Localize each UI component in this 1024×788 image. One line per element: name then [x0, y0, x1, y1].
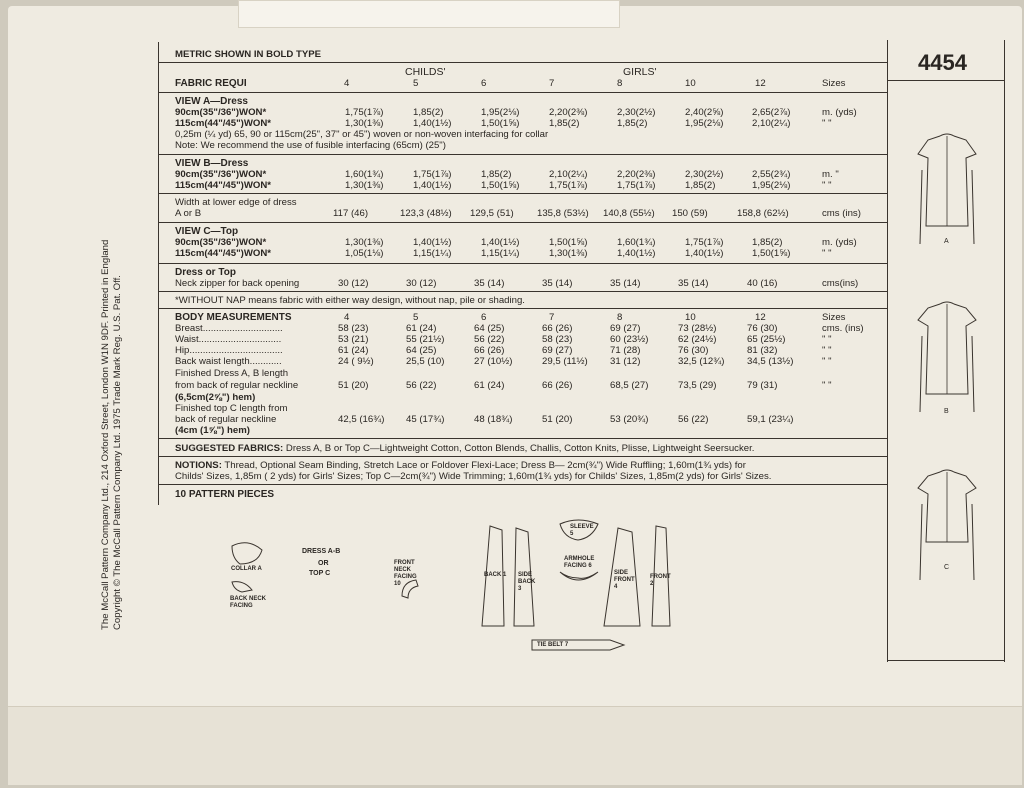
measure-cell: 73 (28½)	[678, 323, 717, 334]
yardage-cell: 2,20(2⅜)	[549, 107, 588, 118]
yardage-cell: 2,30(2½)	[617, 107, 656, 118]
girls-heading: GIRLS'	[623, 66, 657, 78]
zipper-cell: 35 (14)	[474, 278, 505, 289]
unit-cell: " "	[822, 248, 832, 259]
size-col: 12	[755, 78, 766, 89]
unit-cell: " "	[822, 356, 832, 367]
childs-heading: CHILDS'	[405, 66, 446, 78]
measure-cell: 61 (24)	[338, 345, 369, 356]
view-b-dress-icon	[912, 298, 982, 418]
measure-cell: 25,5 (10)	[406, 356, 445, 367]
suggested-text: Dress A, B or Top C—Lightweight Cotton, Cotton Blends, Challis, Cotton Knits, Plisse, Lightweight Seersucker.	[285, 443, 755, 454]
yardage-cell: 1,75(1⅞)	[549, 180, 588, 191]
fabric-width-label: 115cm(44"/45")WON*	[175, 118, 272, 129]
yardage-cell: 1,60(1¾)	[617, 237, 656, 248]
yardage-cell: 1,50(1⅝)	[481, 118, 520, 129]
measure-cell: 66 (26)	[474, 345, 505, 356]
unit-cell: cms. (ins)	[822, 323, 864, 334]
finished-c-hem: (4cm (1⅝") hem)	[175, 425, 250, 436]
zipper-cell: 30 (12)	[406, 278, 437, 289]
sleeve-label: SLEEVE 5	[570, 524, 594, 537]
fabric-width-label: 115cm(44"/45")WON*	[175, 180, 272, 191]
interfacing-note: 0,25m (¼ yd) 65, 90 or 115cm(25", 37" or 45") woven or non-woven interfacing for collar	[175, 129, 549, 140]
measure-cell: 27 (10½)	[474, 356, 513, 367]
yardage-cell: 1,30(1⅜)	[345, 180, 384, 191]
key-line-2: OR	[318, 560, 329, 567]
measure-cell: 66 (26)	[542, 323, 573, 334]
copyright-line-1: The McCall Pattern Company Ltd., 214 Oxford Street, London W1N 9DF. Printed in England	[100, 239, 111, 630]
width-cell: 123,3 (48½)	[400, 208, 452, 219]
measure-cell: 61 (24)	[406, 323, 437, 334]
side-front-label: SIDE FRONT 4	[614, 570, 635, 590]
yardage-cell: 1,40(1½)	[481, 237, 520, 248]
yardage-cell: 1,30(1⅜)	[549, 248, 588, 259]
yardage-cell: 2,30(2½)	[685, 169, 724, 180]
envelope-flap	[238, 0, 620, 28]
yardage-cell: 1,85(2)	[481, 169, 512, 180]
back-neck-label: BACK NECK FACING	[230, 596, 266, 609]
width-cell: 140,8 (55½)	[603, 208, 655, 219]
envelope-fold	[8, 706, 1022, 785]
suggested-fabrics	[175, 443, 754, 455]
finished-cell: 56 (22)	[406, 380, 437, 391]
yardage-cell: 1,40(1½)	[413, 237, 452, 248]
size-col: 6	[481, 312, 487, 323]
finished-cell: 73,5 (29)	[678, 380, 717, 391]
notions-line-2: Childs' Sizes, 1,85m ( 2 yds) for Girls' Sizes; Top C—2cm(¾") Wide Trimming; 1,60m(1¾ yds) for Childs' Sizes, 1,85m(2 yds) for Girls' Sizes.	[175, 471, 772, 482]
pattern-number: 4454	[918, 50, 967, 75]
yardage-cell: 1,50(1⅝)	[481, 180, 520, 191]
yardage-cell: 1,85(2)	[752, 237, 783, 248]
finished-cell: 48 (18¾)	[474, 414, 513, 425]
yardage-cell: 2,55(2¾)	[752, 169, 791, 180]
finished-cell: 51 (20)	[542, 414, 573, 425]
finished-c-label: back of regular neckline	[175, 414, 277, 425]
width-cell: 150 (59)	[672, 208, 708, 219]
finished-cell: 53 (20¾)	[610, 414, 649, 425]
view-a-label: A	[944, 238, 949, 245]
width-edge-label-2: A or B	[175, 208, 202, 219]
finished-cell: 45 (17¾)	[406, 414, 445, 425]
pattern-pieces-title: 10 PATTERN PIECES	[175, 489, 275, 500]
yardage-cell: 1,40(1½)	[685, 248, 724, 259]
yardage-cell: 1,95(2⅛)	[481, 107, 520, 118]
yardage-cell: 1,30(1⅜)	[345, 118, 384, 129]
unit-cell: cms (ins)	[822, 208, 861, 219]
fabric-width-label: 90cm(35"/36")WON*	[175, 169, 267, 180]
yardage-cell: 2,65(2⅞)	[752, 107, 791, 118]
yardage-cell: 2,10(2¼)	[549, 169, 588, 180]
finished-cell: 68,5 (27)	[610, 380, 649, 391]
measure-cell: 71 (28)	[610, 345, 641, 356]
measure-cell: 31 (12)	[610, 356, 641, 367]
view-a-dress-icon	[912, 128, 982, 248]
yardage-cell: 1,40(1½)	[617, 248, 656, 259]
fabric-width-label: 115cm(44"/45")WON*	[175, 248, 272, 259]
measure-cell: 53 (21)	[338, 334, 369, 345]
finished-c-label: Finished top C length from	[175, 403, 288, 414]
measure-cell: 76 (30)	[747, 323, 778, 334]
measure-cell: 55 (21½)	[406, 334, 445, 345]
front-label: FRONT 2	[650, 574, 671, 587]
front-neck-facing-icon	[398, 578, 422, 600]
view-c-title: VIEW C—Top	[175, 226, 239, 237]
armhole-label: ARMHOLE FACING 6	[564, 556, 595, 569]
zipper-cell: 30 (12)	[338, 278, 369, 289]
size-col: 8	[617, 78, 623, 89]
size-col: 7	[549, 78, 555, 89]
key-line-3: TOP C	[309, 570, 331, 577]
fabric-width-label: 90cm(35"/36")WON*	[175, 107, 267, 118]
measure-cell: 32,5 (12¾)	[678, 356, 725, 367]
yardage-cell: 1,05(1⅛)	[345, 248, 384, 259]
unit-cell: m. (yds)	[822, 107, 857, 118]
finished-cell: 61 (24)	[474, 380, 505, 391]
key-line-1: DRESS A-B	[302, 548, 341, 555]
finished-cell: 51 (20)	[338, 380, 369, 391]
view-a-title: VIEW A—Dress	[175, 96, 248, 107]
zipper-cell: 40 (16)	[747, 278, 778, 289]
yardage-cell: 2,10(2¼)	[752, 118, 791, 129]
measure-cell: 69 (27)	[542, 345, 573, 356]
zipper-cell: 35 (14)	[610, 278, 641, 289]
size-col: 12	[755, 312, 766, 323]
tie-belt-label: TIE BELT 7	[537, 642, 569, 648]
yardage-cell: 1,75(1⅞)	[617, 180, 656, 191]
yardage-cell: 1,60(1¾)	[345, 169, 384, 180]
unit-cell: m. "	[822, 169, 839, 180]
width-cell: 117 (46)	[333, 208, 369, 219]
view-b-title: VIEW B—Dress	[175, 158, 249, 169]
sizes-label: Sizes	[822, 312, 846, 323]
measure-cell: 64 (25)	[474, 323, 505, 334]
finished-a-label: from back of regular neckline	[175, 380, 299, 391]
size-col: 7	[549, 312, 555, 323]
yardage-cell: 1,85(2)	[617, 118, 648, 129]
yardage-cell: 1,75(1⅞)	[345, 107, 384, 118]
measure-cell: 24 ( 9½)	[338, 356, 374, 367]
measure-cell: 81 (32)	[747, 345, 778, 356]
zipper-cell: 35 (14)	[542, 278, 573, 289]
size-col: 6	[481, 78, 487, 89]
measure-label: Back waist length............	[175, 356, 282, 367]
yardage-cell: 1,30(1⅜)	[345, 237, 384, 248]
finished-a-label: Finished Dress A, B length	[175, 368, 289, 379]
back-neck-facing-icon	[230, 578, 260, 596]
width-cell: 129,5 (51)	[470, 208, 514, 219]
fabric-width-label: 90cm(35"/36")WON*	[175, 237, 267, 248]
yardage-cell: 1,15(1¼)	[413, 248, 452, 259]
yardage-cell: 1,95(2⅛)	[685, 118, 724, 129]
sizes-label: Sizes	[822, 78, 846, 89]
finished-cell: 42,5 (16¾)	[338, 414, 385, 425]
measure-cell: 29,5 (11½)	[542, 356, 588, 367]
yardage-cell: 1,40(1½)	[413, 118, 452, 129]
yardage-cell: 1,15(1¼)	[481, 248, 520, 259]
yardage-cell: 1,85(2)	[413, 107, 444, 118]
finished-a-hem: (6,5cm(2⅝") hem)	[175, 392, 256, 403]
width-cell: 135,8 (53½)	[537, 208, 589, 219]
size-col: 8	[617, 312, 623, 323]
measure-label: Hip...................................	[175, 345, 283, 356]
unit-cell: cms(ins)	[822, 278, 859, 289]
view-b-label: B	[944, 408, 949, 415]
view-c-label: C	[944, 564, 950, 571]
size-col: 5	[413, 312, 419, 323]
width-edge-label: Width at lower edge of dress	[175, 197, 297, 208]
yardage-cell: 1,75(1⅞)	[685, 237, 724, 248]
yardage-cell: 2,20(2⅜)	[617, 169, 656, 180]
size-col: 10	[685, 312, 696, 323]
measure-cell: 60 (23½)	[610, 334, 649, 345]
side-back-label: SIDE BACK 3	[518, 572, 536, 592]
measure-cell: 58 (23)	[338, 323, 369, 334]
notions-line-1: Thread, Optional Seam Binding, Stretch Lace or Foldover Flexi-Lace; Dress B— 2cm(¾") Wide Ruffling; 1,60m(1¾ yds) for	[224, 460, 746, 471]
measure-cell: 58 (23)	[542, 334, 573, 345]
measure-label: Waist...............................	[175, 334, 282, 345]
zipper-cell: 35 (14)	[678, 278, 709, 289]
size-col: 4	[344, 78, 350, 89]
copyright-spine	[100, 150, 160, 630]
metric-note: METRIC SHOWN IN BOLD TYPE	[175, 49, 322, 60]
unit-cell: " "	[822, 118, 832, 129]
yardage-cell: 1,40(1½)	[413, 180, 452, 191]
unit-cell: " "	[822, 334, 832, 345]
yardage-cell: 1,50(1⅝)	[549, 237, 588, 248]
finished-cell: 66 (26)	[542, 380, 573, 391]
zipper-label: Neck zipper for back opening	[175, 278, 300, 289]
yardage-cell: 1,85(2)	[549, 118, 580, 129]
unit-cell: m. (yds)	[822, 237, 857, 248]
unit-cell: " "	[822, 345, 832, 356]
measure-cell: 34,5 (13½)	[747, 356, 794, 367]
size-col: 10	[685, 78, 696, 89]
body-measurements-title: BODY MEASUREMENTS	[175, 312, 292, 323]
size-col: 4	[344, 312, 350, 323]
yardage-cell: 1,95(2⅛)	[752, 180, 791, 191]
measure-label: Breast..............................	[175, 323, 283, 334]
size-col: 5	[413, 78, 419, 89]
zipper-title: Dress or Top	[175, 267, 236, 278]
finished-cell: 59,1 (23¼)	[747, 414, 794, 425]
yardage-cell: 1,85(2)	[685, 180, 716, 191]
copyright-line-2: Copyright © The McCall Pattern Company Ltd. 1975 Trade Mark Reg. U.S. Pat. Off.	[112, 275, 123, 630]
yardage-cell: 1,75(1⅞)	[413, 169, 452, 180]
finished-cell: 79 (31)	[747, 380, 778, 391]
measure-cell: 56 (22)	[474, 334, 505, 345]
front-neck-label: FRONT NECK FACING 10	[394, 560, 417, 587]
unit-cell: " "	[822, 380, 832, 391]
fabric-required-heading: FABRIC REQUI	[175, 78, 247, 89]
yardage-cell: 1,50(1⅝)	[752, 248, 791, 259]
width-cell: 158,8 (62½)	[737, 208, 789, 219]
suggested-title: SUGGESTED FABRICS:	[175, 443, 284, 454]
notions-title: NOTIONS:	[175, 460, 222, 471]
collar-label: COLLAR A	[231, 566, 262, 572]
without-nap-note: *WITHOUT NAP means fabric with either way design, without nap, pile or shading.	[175, 295, 525, 306]
yardage-cell: 2,40(2⅝)	[685, 107, 724, 118]
measure-cell: 69 (27)	[610, 323, 641, 334]
back-label: BACK 1	[484, 572, 507, 578]
measure-cell: 64 (25)	[406, 345, 437, 356]
measure-cell: 76 (30)	[678, 345, 709, 356]
fusible-note: Note: We recommend the use of fusible interfacing (65cm) (25")	[175, 140, 446, 151]
finished-cell: 56 (22)	[678, 414, 709, 425]
measure-cell: 62 (24½)	[678, 334, 717, 345]
unit-cell: " "	[822, 180, 832, 191]
measure-cell: 65 (25½)	[747, 334, 786, 345]
